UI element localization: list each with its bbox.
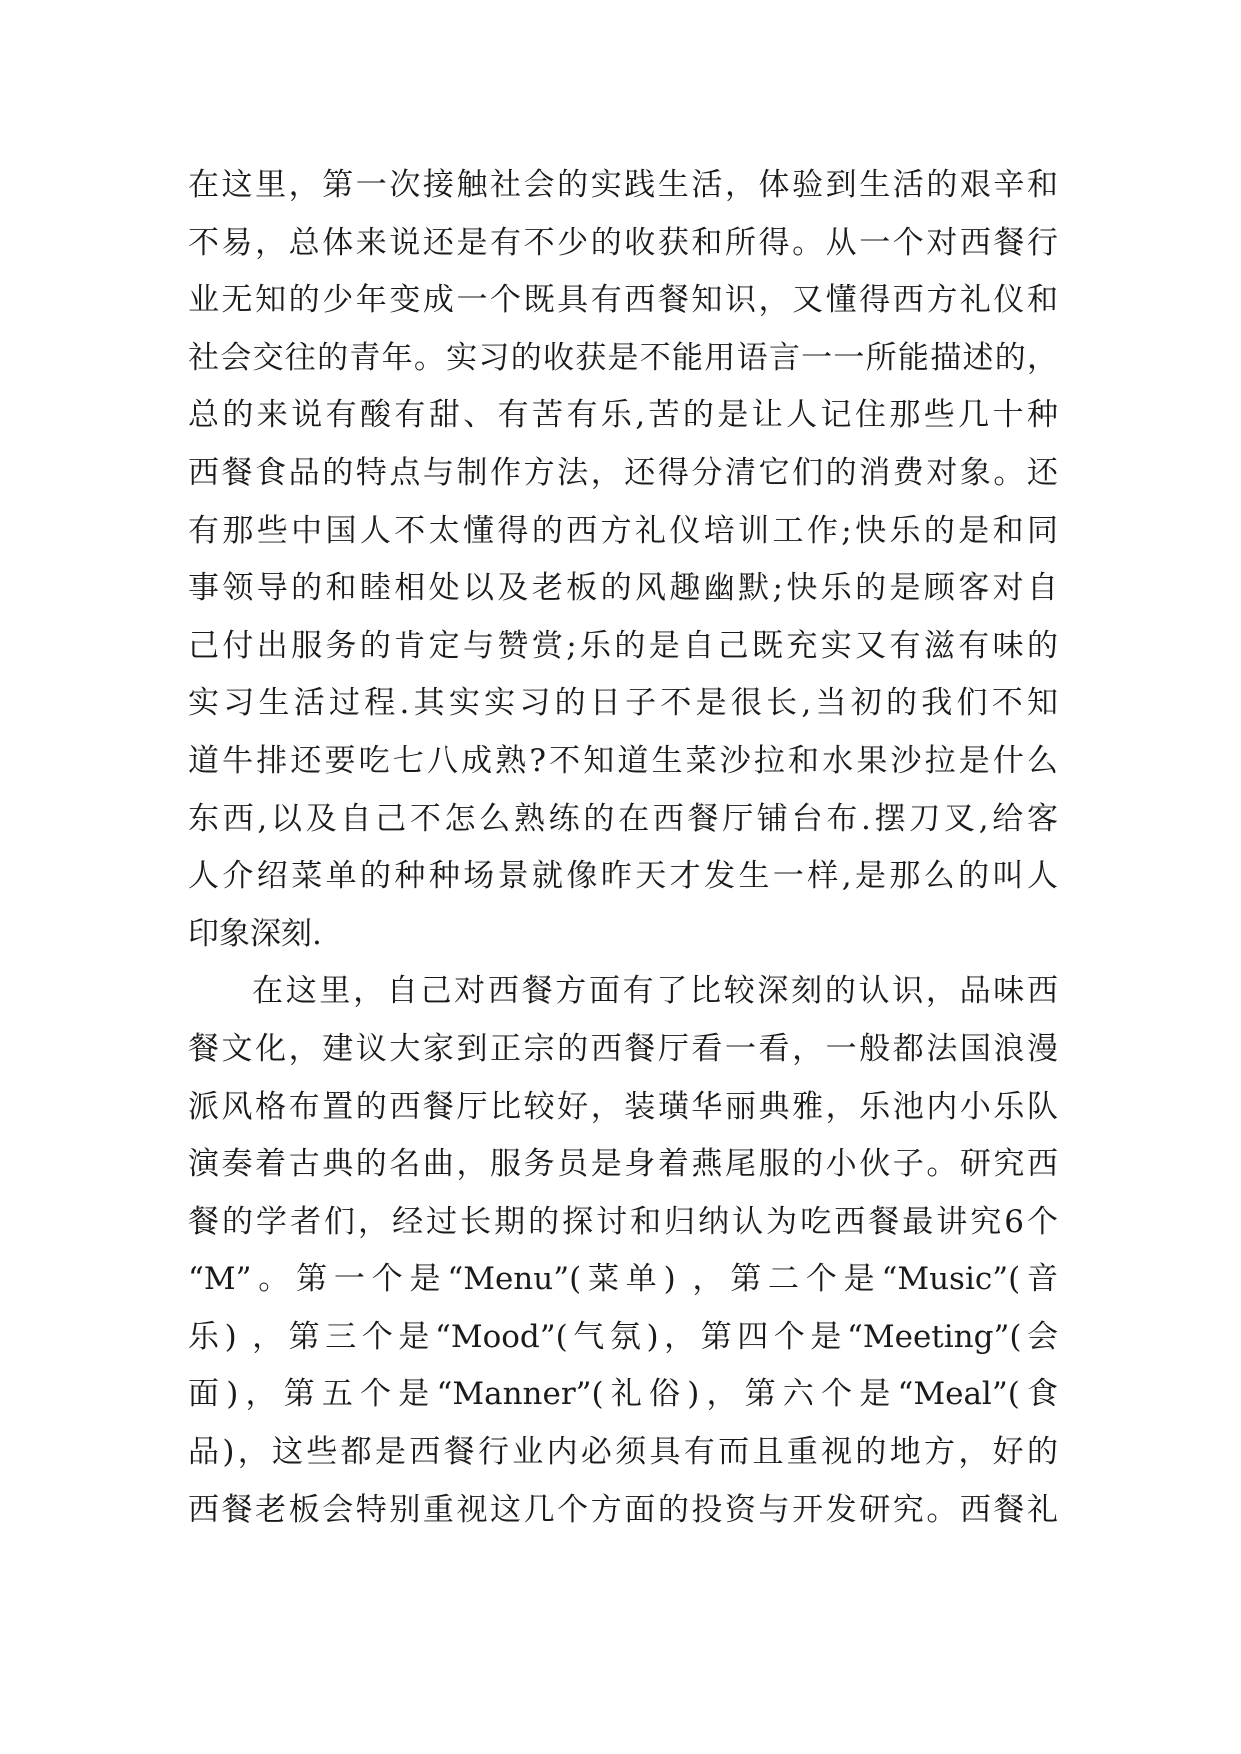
text-line: 乐) ，第三个是“Mood”(气氛)，第四个是“Meeting”(会 bbox=[188, 1318, 1058, 1355]
text-line: 社会交往的青年。实习的收获是不能用语言一一所能描述的， bbox=[188, 339, 1058, 376]
text-line: 事领导的和睦相处以及老板的风趣幽默;快乐的是顾客对自 bbox=[188, 570, 1058, 607]
text-line: 总的来说有酸有甜、有苦有乐,苦的是让人记住那些几十种 bbox=[188, 397, 1058, 434]
text-line: 品)，这些都是西餐行业内必须具有而且重视的地方，好的 bbox=[188, 1434, 1058, 1471]
text-line: 人介绍菜单的种种场景就像昨天才发生一样,是那么的叫人 bbox=[188, 858, 1058, 895]
text-line: 东西,以及自己不怎么熟练的在西餐厅铺台布.摆刀叉,给客 bbox=[188, 800, 1058, 837]
paragraph-1 bbox=[188, 157, 1058, 963]
text-line: 己付出服务的肯定与赞赏;乐的是自己既充实又有滋有味的 bbox=[188, 627, 1058, 664]
text-line: 道牛排还要吃七八成熟?不知道生菜沙拉和水果沙拉是什么 bbox=[188, 742, 1058, 779]
text-line: 不易，总体来说还是有不少的收获和所得。从一个对西餐行 bbox=[188, 224, 1058, 261]
text-line: 业无知的少年变成一个既具有西餐知识，又懂得西方礼仪和 bbox=[188, 282, 1058, 319]
text-line: 派风格布置的西餐厅比较好，装璜华丽典雅，乐池内小乐队 bbox=[188, 1088, 1058, 1125]
text-line: 在这里，第一次接触社会的实践生活，体验到生活的艰辛和 bbox=[188, 167, 1058, 203]
text-line: 有那些中国人不太懂得的西方礼仪培训工作;快乐的是和同 bbox=[188, 512, 1058, 549]
text-line: 西餐老板会特别重视这几个方面的投资与开发研究。西餐礼 bbox=[188, 1491, 1058, 1528]
paragraph-2 bbox=[188, 963, 1058, 1539]
text-line: 在这里，自己对西餐方面有了比较深刻的认识，品味西 bbox=[252, 973, 1058, 1010]
text-line: 餐文化，建议大家到正宗的西餐厅看一看，一般都法国浪漫 bbox=[188, 1030, 1058, 1067]
text-line: “M”。第一个是“Menu”(菜单) ，第二个是“Music”(音 bbox=[188, 1261, 1058, 1298]
text-line: 印象深刻. bbox=[188, 915, 322, 952]
text-line: 演奏着古典的名曲，服务员是身着燕尾服的小伙子。研究西 bbox=[188, 1146, 1058, 1183]
body-text bbox=[188, 157, 1058, 1539]
text-line: 面)，第五个是“Manner”(礼俗)，第六个是“Meal”(食 bbox=[188, 1376, 1058, 1413]
text-line: 西餐食品的特点与制作方法，还得分清它们的消费对象。还 bbox=[188, 454, 1058, 491]
text-line: 实习生活过程.其实实习的日子不是很长,当初的我们不知 bbox=[188, 685, 1058, 722]
text-line: 餐的学者们，经过长期的探讨和归纳认为吃西餐最讲究6个 bbox=[188, 1203, 1058, 1240]
